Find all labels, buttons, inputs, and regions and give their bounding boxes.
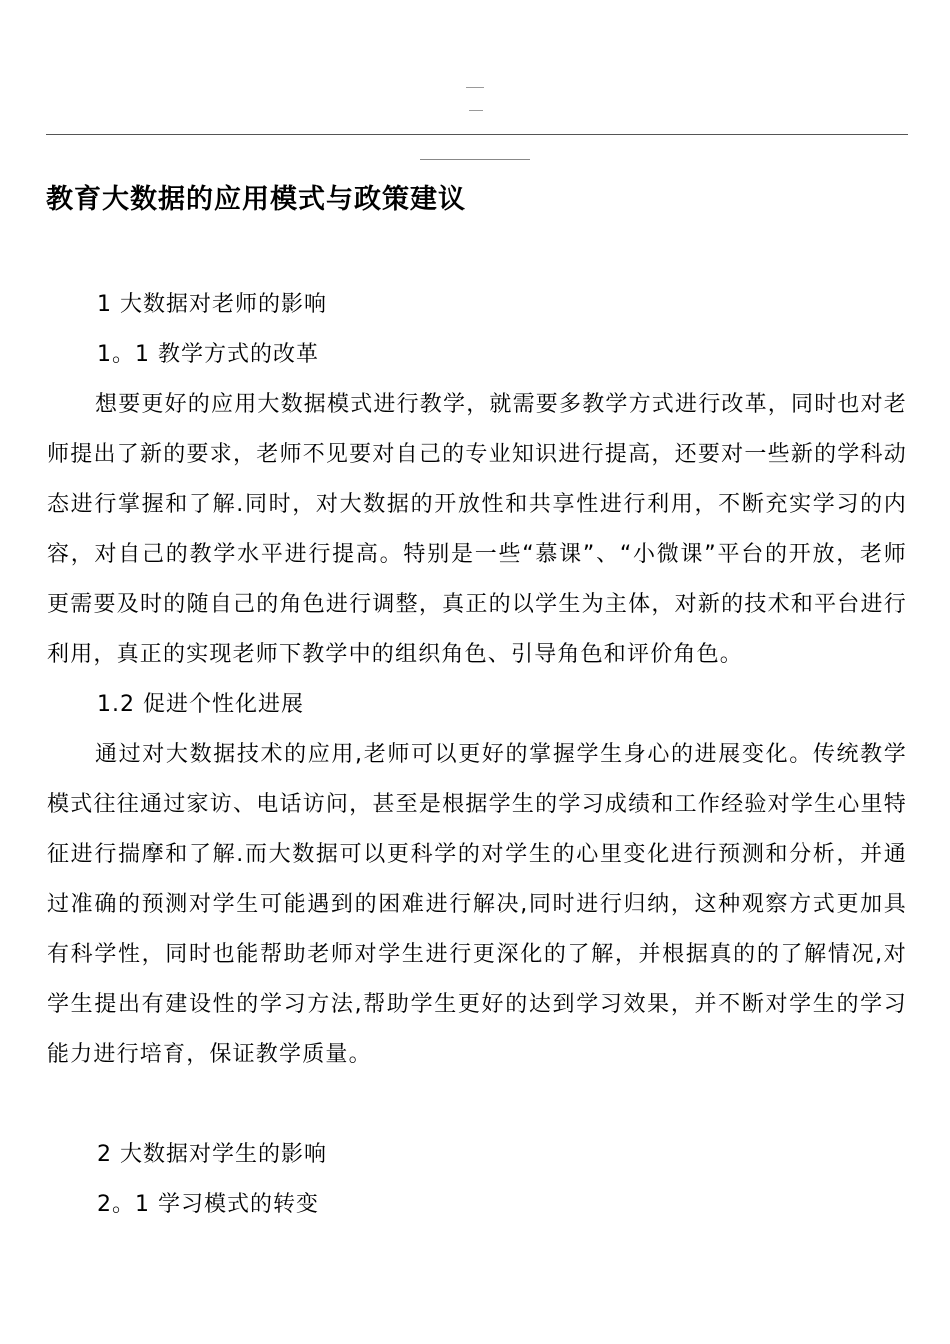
subsection-heading-2-1: 2。1 学习模式的转变 <box>97 1192 319 1217</box>
page-header-marks <box>0 0 950 170</box>
header-mark-middle <box>469 110 483 111</box>
header-mark-top <box>466 87 484 88</box>
paragraph-1-2: 通过对大数据技术的应用,老师可以更好的掌握学生身心的进展变化。传统教学模式往往通过家访、电话访问，甚至是根据学生的学习成绩和工作经验对学生心里特征进行揣摩和了解.而大数据可以更科学的对学生的心里变化进行预测和分析，并通过准确的预测对学生可能遇到的困难进行解决,同时进行归纳，这种观察方式更加具有科学性，同时也能帮助老师对学生进行更深化的了解，并根据真的的了解情况,对学生提出有建设性的学习方法,帮助学生更好的达到学习效果，并不断对学生的学习能力进行培育，保证教学质量。 <box>47 742 907 1067</box>
header-short-rule <box>420 159 530 160</box>
section-heading-2: 2 大数据对学生的影响 <box>97 1142 327 1167</box>
paragraph-1-1: 想要更好的应用大数据模式进行教学，就需要多教学方式进行改革，同时也对老师提出了新的要求，老师不见要对自己的专业知识进行提高，还要对一些新的学科动态进行掌握和了解.同时，对大数据的开放性和共享性进行利用，不断充实学习的内容，对自己的教学水平进行提高。特别是一些“慕课”、“小微课”平台的开放，老师更需要及时的随自己的角色进行调整，真正的以学生为主体，对新的技术和平台进行利用，真正的实现老师下教学中的组织角色、引导角色和评价角色。 <box>47 392 908 667</box>
document-title: 教育大数据的应用模式与政策建议 <box>46 184 466 215</box>
subsection-heading-1-2: 1.2 促进个性化进展 <box>97 692 304 717</box>
subsection-heading-1-1: 1。1 教学方式的改革 <box>97 342 319 367</box>
section-gap <box>47 1080 907 1130</box>
document-body <box>47 280 907 1230</box>
section-heading-1: 1 大数据对老师的影响 <box>97 292 327 317</box>
header-rule <box>46 134 908 135</box>
